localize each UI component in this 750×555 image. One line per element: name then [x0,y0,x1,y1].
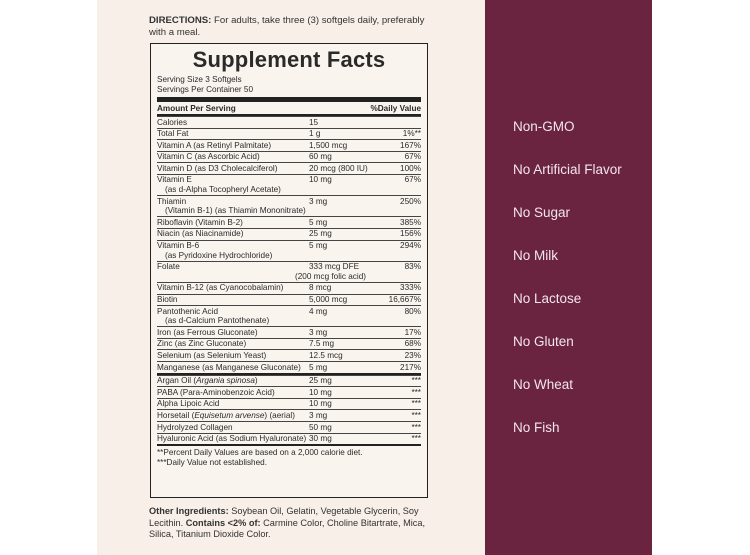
nutrient-dv: 1%** [402,129,421,139]
claim-item: Non-GMO [513,119,575,134]
nutrient-dv: *** [411,376,421,386]
table-row [157,174,421,195]
nutrient-name: Folate [157,262,180,272]
nutrient-amount: 5 mg [309,362,328,372]
table-row [157,375,421,387]
nutrient-amount: 1 g [309,129,321,139]
nutrient-name: Vitamin B-6 (as Pyridoxine Hydrochloride) [157,241,309,260]
nutrient-amount: 30 mg [309,434,332,444]
nutrient-dv [377,118,421,128]
nutrient-amount: 5,000 mcg [309,295,348,304]
table-row [157,128,421,140]
table-row [157,116,421,128]
nutrient-amount: 1,500 mcg [309,140,348,150]
nutrient-amount: 10 mg [309,175,332,185]
other-label: Other Ingredients: [149,506,229,516]
nutrient-amount: 10 mg [309,399,332,409]
nutrient-dv: *** [411,410,421,420]
nutrient-dv: 250% [400,196,421,206]
directions [149,15,429,39]
nutrient-source: (Vitamin B-1) (as Thiamin Mononitrate) [165,206,306,216]
nutrient-name: Pantothenic Acid (as d-Calcium Pantothenate) [157,307,309,326]
nutrient-dv: 83% [404,262,421,272]
nutrient-name: Iron (as Ferrous Gluconate) [157,327,258,337]
nutrient-dv: *** [411,387,421,397]
claim-item: No Lactose [513,291,582,306]
nutrient-dv: 67% [404,175,421,185]
contains-text: Carmine Color, Choline Bitartrate, Mica, Silica, Titanium Dioxide Color. [149,517,426,539]
nutrient-amount: 8 mcg [309,283,332,293]
nutrient-rows [157,116,421,444]
nutrient-amount: 4 mg [309,306,328,316]
nutrient-name: Vitamin D (as D3 Cholecalciferol) [157,163,278,173]
nutrient-amount: 60 mg [309,152,332,162]
nutrient-amount: 3 mg [309,327,328,337]
table-row [157,151,421,163]
nutrient-dv: 23% [404,350,421,360]
nutrient-amount: 12.5 mcg [309,350,343,360]
nutrient-name: Argan Oil (Argania spinosa) [157,376,258,386]
table-row [157,139,421,151]
nutrient-name: Thiamin (Vitamin B-1) (as Thiamin Mononitrate) [157,197,309,216]
nutrient-amount: 15 [309,117,319,127]
nutrient-amount: 20 mcg (800 IU) [309,163,368,173]
table-row [157,216,421,228]
nutrient-dv: 217% [400,362,421,372]
nutrient-name: Hyaluronic Acid (as Sodium Hyaluronate) [157,434,307,444]
table-row [157,294,421,306]
footnote-not-established: ***Daily Value not established. [157,458,267,468]
nutrient-name: Niacin (as Niacinamide) [157,229,244,239]
amount-header: Amount Per Serving [157,104,236,113]
claim-item: No Gluten [513,334,574,349]
facts-header [157,103,421,114]
table-row [157,240,421,261]
nutrient-dv: 67% [404,152,421,162]
other-text: Soybean Oil, Gelatin, Vegetable Glycerin, Soy Lecithin. [149,506,419,528]
facts-title: Supplement Facts [192,47,386,72]
nutrient-name: Biotin [157,295,178,304]
nutrient-name: Riboflavin (Vitamin B-2) [157,217,243,227]
nutrient-dv: 167% [400,140,421,150]
claim-item: No Milk [513,248,559,263]
nutrient-name: Hydrolyzed Collagen [157,422,233,432]
nutrient-amount: 333 mcg DFE (200 mcg folic acid) [295,262,366,281]
table-row [157,409,421,421]
nutrient-name: Vitamin C (as Ascorbic Acid) [157,152,260,162]
supplement-facts-panel [150,43,428,498]
divider-thick [157,97,421,102]
nutrient-name: Calories [157,117,188,127]
nutrient-name: Vitamin B-12 (as Cyanocobalamin) [157,283,284,293]
nutrient-dv: 68% [404,339,421,349]
table-row [157,305,421,326]
nutrient-amount: 25 mg [309,229,332,239]
nutrient-name: Total Fat [157,129,189,139]
table-row [157,195,421,216]
nutrient-amount: 3 mg [309,410,328,420]
serving-size: Serving Size 3 Softgels [157,75,242,84]
footnote-dv: **Percent Daily Values are based on a 2,000 calorie diet. [157,448,363,458]
nutrient-source: (as Pyridoxine Hydrochloride) [165,250,273,260]
table-row [157,162,421,174]
nutrient-amount: 5 mg [309,241,328,251]
nutrient-source: (as d-Alpha Tocopheryl Acetate) [165,185,281,195]
nutrient-dv: 333% [400,283,421,293]
directions-label: DIRECTIONS: [149,15,212,26]
nutrient-name: Selenium (as Selenium Yeast) [157,350,267,360]
nutrient-amount: 25 mg [309,376,332,386]
table-row [157,361,421,375]
claim-item: No Artificial Flavor [513,162,622,177]
nutrient-name: Vitamin A (as Retinyl Palmitate) [157,140,272,150]
nutrient-name: Manganese (as Manganese Gluconate) [157,362,301,372]
directions-text: For adults, take three (3) softgels daily, preferably with a meal. [149,15,425,38]
nutrient-dv: 100% [400,163,421,173]
nutrient-amount: 50 mg [309,422,332,432]
nutrient-amount: 3 mg [309,196,328,206]
table-row [157,326,421,338]
claim-item: No Fish [513,420,560,435]
table-row [157,433,421,445]
table-row [157,421,421,433]
nutrient-dv: *** [411,399,421,409]
table-row [157,349,421,361]
nutrient-dv: 17% [404,327,421,337]
nutrient-dv: 80% [404,306,421,316]
nutrient-name: PABA (Para-Aminobenzoic Acid) [157,387,275,397]
nutrient-dv: *** [411,434,421,444]
table-row [157,386,421,398]
nutrient-dv: 16,667% [388,295,421,304]
nutrient-amount: 10 mg [309,387,332,397]
table-row [157,338,421,350]
other-ingredients [149,506,441,541]
footnotes [157,444,421,468]
claims-list [513,113,622,457]
nutrient-amount: 5 mg [309,217,328,227]
contains-label: Contains <2% of: [185,517,261,528]
table-row [157,261,421,282]
nutrient-dv: 385% [400,217,421,227]
table-row [157,398,421,410]
nutrient-dv: 156% [400,229,421,239]
table-row [157,282,421,294]
nutrient-name: Alpha Lipoic Acid [157,399,220,409]
nutrient-name: Zinc (as Zinc Gluconate) [157,339,247,349]
nutrient-dv: 294% [400,241,421,251]
nutrient-dv: *** [411,422,421,432]
nutrient-amount: 7.5 mg [309,339,335,349]
nutrient-name: Vitamin E (as d-Alpha Tocopheryl Acetate) [157,175,309,194]
dv-header: %Daily Value [370,104,421,113]
nutrient-name: Horsetail (Equisetum arvense) (aerial) [157,410,295,420]
servings-per-container: Servings Per Container 50 [157,85,254,94]
table-row [157,228,421,240]
claim-item: No Sugar [513,205,571,220]
nutrient-source: (as d-Calcium Pantothenate) [165,316,270,326]
claim-item: No Wheat [513,377,574,392]
